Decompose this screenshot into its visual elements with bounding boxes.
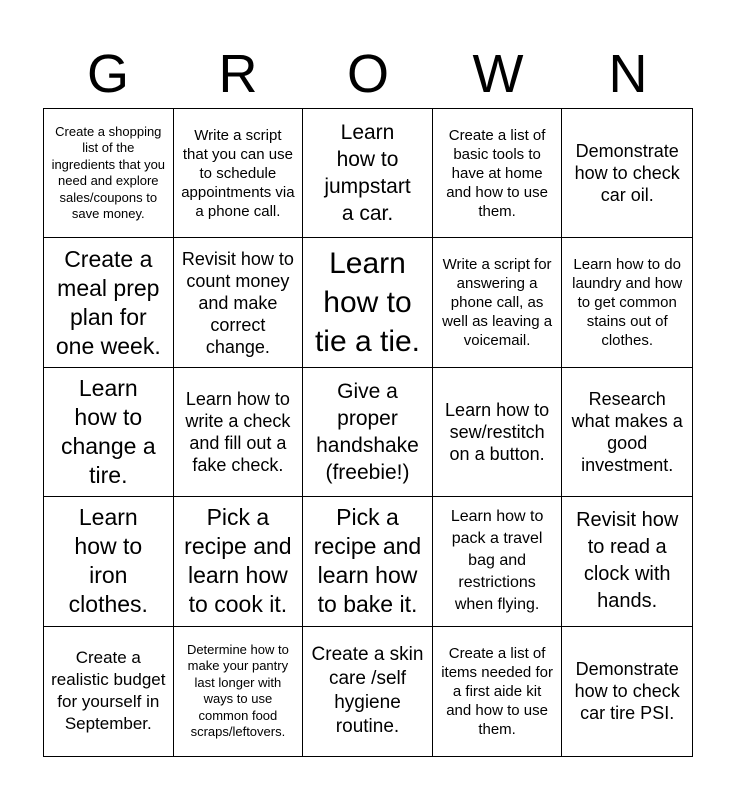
cell-text: Create a realistic budget for yourself in September. — [51, 648, 166, 734]
cell-text: Learn how to write a check and fill out a fake check. — [185, 388, 291, 475]
cell-text: Pick a recipe and learn how to cook it. — [184, 504, 292, 618]
bingo-cell — [44, 627, 174, 756]
cell-text: Create a list of basic tools to have at home and how to use them. — [446, 126, 548, 220]
bingo-cell — [44, 238, 174, 367]
cell-text: Learn how to tie a tie. — [314, 247, 421, 359]
bingo-cell — [562, 109, 692, 238]
cell-text: Learn how to iron clothes. — [68, 504, 148, 618]
cell-text: Revisit how to read a clock with hands. — [576, 509, 679, 613]
cell-text: Revisit how to count money and make correct change. — [181, 248, 294, 357]
cell-text: Create a skin care /self hygiene routine. — [311, 644, 424, 738]
bingo-cell — [433, 109, 563, 238]
header-letter-o: O — [346, 44, 389, 104]
bingo-cell — [433, 368, 563, 497]
bingo-cell — [303, 109, 433, 238]
bingo-cell — [303, 627, 433, 756]
cell-text: Research what makes a good investment. — [571, 388, 683, 475]
cell-text: Determine how to make your pantry last longer with ways to use common food scraps/leftovers. — [186, 641, 289, 740]
bingo-header — [43, 40, 693, 108]
cell-text: Learn how to jumpstart a car. — [324, 121, 411, 226]
cell-text: Pick a recipe and learn how to bake it. — [313, 504, 422, 618]
cell-text: Demonstrate how to check car tire PSI. — [574, 659, 680, 724]
bingo-cell — [562, 627, 692, 756]
cell-text: Create a shopping list of the ingredients that you need and explore sales/coupons to save money. — [51, 123, 166, 222]
cell-text: Create a list of items needed for a first aide kit and how to use them. — [441, 644, 553, 738]
cell-text: Write a script that you can use to schedule appointments via a phone call. — [181, 126, 295, 220]
bingo-cell — [174, 238, 304, 367]
header-letter-w: W — [472, 44, 524, 104]
bingo-cell — [174, 368, 304, 497]
cell-text: Learn how to change a tire. — [60, 374, 156, 488]
cell-text: Demonstrate how to check car oil. — [574, 141, 680, 206]
header-letter-g: G — [86, 44, 129, 104]
bingo-cell — [303, 368, 433, 497]
cell-text: Write a script for answering a phone call, as well as leaving a voicemail. — [442, 256, 553, 350]
bingo-cell — [433, 238, 563, 367]
bingo-cell — [174, 497, 304, 626]
cell-text: Create a meal prep plan for one week. — [55, 245, 161, 359]
header-letter-n: N — [608, 44, 648, 104]
bingo-cell — [562, 238, 692, 367]
cell-text: Give a proper handshake (freebie!) — [316, 379, 419, 484]
bingo-cell — [303, 238, 433, 367]
bingo-cell — [44, 368, 174, 497]
bingo-cell — [174, 627, 304, 756]
header-letter-r: R — [218, 44, 258, 104]
bingo-cell — [174, 109, 304, 238]
cell-text: Learn how to do laundry and how to get common stains out of clothes. — [572, 256, 683, 350]
cell-text: Learn how to sew/restitch on a button. — [445, 399, 550, 464]
bingo-grid — [43, 108, 693, 757]
bingo-cell — [562, 497, 692, 626]
bingo-cell — [433, 497, 563, 626]
bingo-cell — [44, 497, 174, 626]
bingo-cell — [303, 497, 433, 626]
bingo-cell — [44, 109, 174, 238]
bingo-cell — [562, 368, 692, 497]
bingo-cell — [433, 627, 563, 756]
cell-text: Learn how to pack a travel bag and restrictions when flying. — [450, 508, 544, 614]
